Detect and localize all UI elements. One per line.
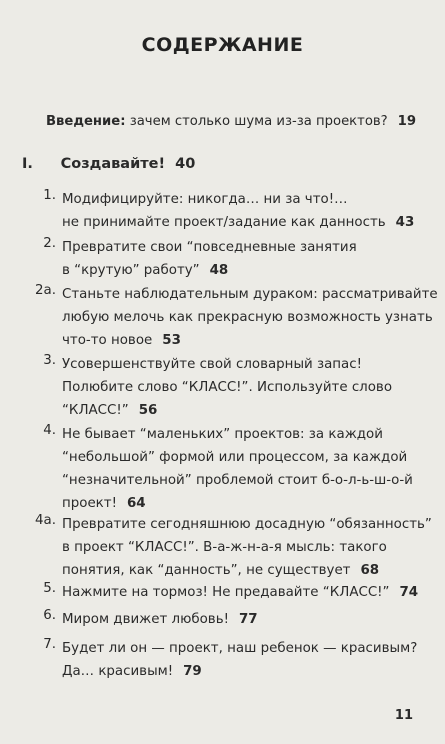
toc-item-page-number: 77 xyxy=(238,612,258,627)
toc-item-number: 3. xyxy=(43,353,56,368)
toc-item-line: в “крутую” работу” 48 xyxy=(62,263,229,278)
toc-item-line: Станьте наблюдательным дураком: рассматривайте xyxy=(62,287,438,302)
toc-item-line: любую мелочь как прекрасную возможность узнать xyxy=(62,310,433,325)
toc-item-number: 1. xyxy=(43,188,56,203)
toc-item-number: 4. xyxy=(43,423,56,438)
toc-section-heading xyxy=(22,156,195,172)
toc-item-line: Полюбите слово “КЛАСС!”. Используйте слово xyxy=(62,380,393,395)
toc-item-line: “КЛАСС!” 56 xyxy=(62,403,158,418)
toc-item-text xyxy=(62,423,413,515)
intro-text: зачем столько шума из-за проектов? xyxy=(129,114,388,129)
toc-item-line: Модифицируйте: никогда… ни за что!… xyxy=(62,192,348,207)
section-page-number: 40 xyxy=(175,156,196,172)
toc-item-text xyxy=(62,353,402,422)
toc-item-text xyxy=(62,283,438,352)
toc-item-text xyxy=(62,236,402,282)
toc-item-text xyxy=(62,188,415,234)
toc-item-text xyxy=(62,513,432,582)
toc-item-number: 2. xyxy=(43,236,56,251)
toc-item-text xyxy=(62,637,418,683)
toc-item-line: в проект “КЛАСС!”. В-а-ж-н-а-я мысль: такого xyxy=(62,540,387,555)
toc-item-number: 4a. xyxy=(35,513,56,528)
toc-item-line: “небольшой” формой или процессом, за каждой xyxy=(62,450,408,465)
toc-item-line: Усовершенствуйте свой словарный запас! xyxy=(62,357,362,372)
toc-item-number: 5. xyxy=(43,581,56,596)
toc-item-line: не принимайте проект/задание как данность 43 xyxy=(62,215,415,230)
toc-item-page-number: 56 xyxy=(138,403,158,418)
toc-item-line: понятия, как “данность”, не существует 68 xyxy=(62,563,380,578)
intro-label: Введение: xyxy=(46,114,126,129)
toc-item-number: 6. xyxy=(43,608,56,623)
toc-item-page-number: 74 xyxy=(399,585,419,600)
toc-item-page-number: 43 xyxy=(395,215,415,230)
section-number: I. xyxy=(22,156,33,172)
toc-item-number: 7. xyxy=(43,637,56,652)
intro-page-number: 19 xyxy=(397,114,417,129)
toc-item-page-number: 53 xyxy=(162,333,181,348)
toc-item-page-number: 64 xyxy=(126,496,146,511)
footer-page-number: 11 xyxy=(394,708,413,723)
toc-item-line: Будет ли он — проект, наш ребенок — красивым? xyxy=(62,641,418,656)
toc-item-line: Превратите свои “повседневные занятия xyxy=(62,240,357,255)
toc-item-line: проект! 64 xyxy=(62,496,146,511)
toc-item-line: “незначительной” проблемой стоит б-о-л-ь-ш-о-й xyxy=(62,473,413,488)
toc-item-text xyxy=(62,581,419,604)
toc-item-line: Миром движет любовь! 77 xyxy=(62,612,258,627)
toc-item-page-number: 79 xyxy=(183,664,202,679)
section-label: Создавайте! xyxy=(60,156,166,172)
toc-item-text xyxy=(62,608,402,631)
page-title: СОДЕРЖАНИЕ xyxy=(141,34,304,56)
toc-item-line: Нажмите на тормоз! Не предавайте “КЛАСС!” 74 xyxy=(62,585,419,600)
toc-item-number: 2a. xyxy=(35,283,56,298)
toc-item-line: Не бывает “маленьких” проектов: за каждой xyxy=(62,427,383,442)
toc-item-line: что-то новое 53 xyxy=(62,333,181,348)
toc-item-page-number: 68 xyxy=(360,563,380,578)
toc-item-page-number: 48 xyxy=(209,263,229,278)
toc-item-line: Да… красивым! 79 xyxy=(62,664,202,679)
toc-intro-entry xyxy=(46,114,416,129)
toc-item-line: Превратите сегодняшнюю досадную “обязанность” xyxy=(62,517,432,532)
